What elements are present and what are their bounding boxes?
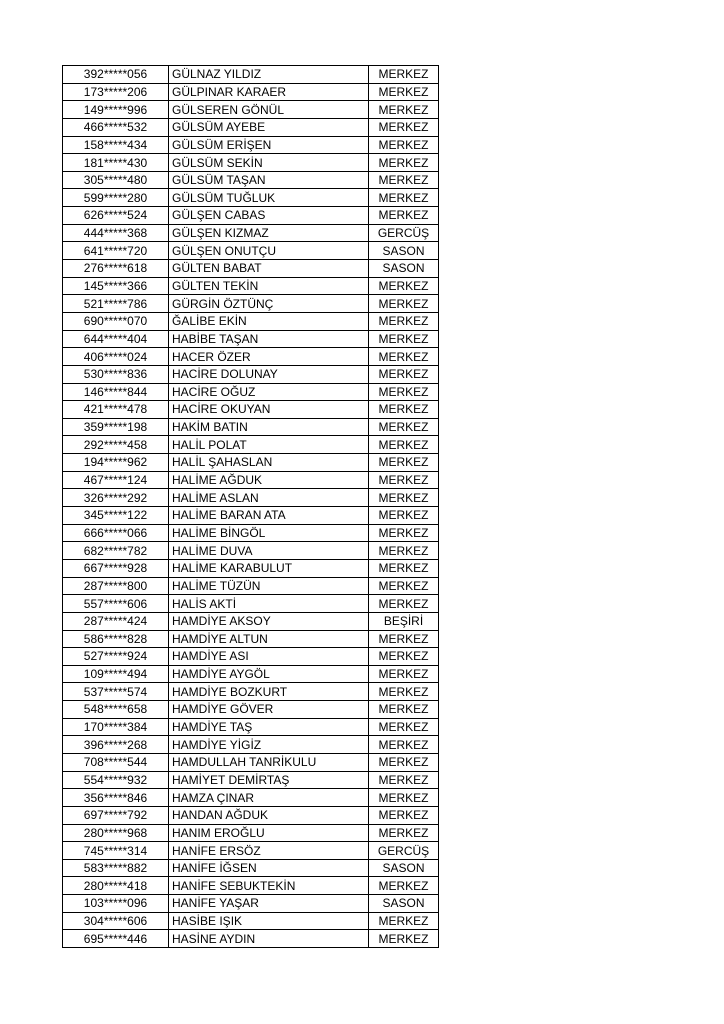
full-name-cell: GÜRGİN ÖZTÜNÇ [169,295,369,313]
masked-id-cell: 406*****024 [63,348,169,366]
table-row [63,507,439,525]
district-cell: MERKEZ [369,383,439,401]
district-cell: MERKEZ [369,136,439,154]
district-cell: MERKEZ [369,401,439,419]
district-cell: MERKEZ [369,701,439,719]
masked-id-cell: 697*****792 [63,806,169,824]
full-name-cell: HANIM EROĞLU [169,824,369,842]
table-row [63,912,439,930]
full-name-cell: GÜLNAZ YILDIZ [169,66,369,84]
full-name-cell: HAMDİYE BOZKURT [169,683,369,701]
district-cell: MERKEZ [369,630,439,648]
district-cell: SASON [369,260,439,278]
masked-id-cell: 527*****924 [63,648,169,666]
full-name-cell: HALİME AĞDUK [169,471,369,489]
full-name-cell: HALİME DUVA [169,542,369,560]
full-name-cell: GÜLTEN BABAT [169,260,369,278]
masked-id-cell: 745*****314 [63,842,169,860]
masked-id-cell: 280*****968 [63,824,169,842]
district-cell: GERCÜŞ [369,224,439,242]
table-row [63,683,439,701]
district-cell: MERKEZ [369,771,439,789]
table-row [63,436,439,454]
district-cell: SASON [369,242,439,260]
full-name-cell: ĞALİBE EKİN [169,312,369,330]
district-cell: MERKEZ [369,753,439,771]
district-cell: SASON [369,895,439,913]
table-row [63,895,439,913]
full-name-cell: GÜLSÜM AYEBE [169,118,369,136]
district-cell: MERKEZ [369,171,439,189]
district-cell: GERCÜŞ [369,842,439,860]
masked-id-cell: 280*****418 [63,877,169,895]
masked-id-cell: 146*****844 [63,383,169,401]
table-row [63,401,439,419]
full-name-cell: HAKİM BATIN [169,418,369,436]
full-name-cell: GÜLŞEN KIZMAZ [169,224,369,242]
masked-id-cell: 326*****292 [63,489,169,507]
masked-id-cell: 586*****828 [63,630,169,648]
district-cell: MERKEZ [369,559,439,577]
masked-id-cell: 396*****268 [63,736,169,754]
table-row [63,118,439,136]
district-cell: MERKEZ [369,930,439,948]
district-cell: SASON [369,859,439,877]
full-name-cell: HALİME KARABULUT [169,559,369,577]
table-row [63,630,439,648]
full-name-cell: GÜLŞEN ONUTÇU [169,242,369,260]
full-name-cell: HALİL ŞAHASLAN [169,454,369,472]
table-row [63,83,439,101]
masked-id-cell: 466*****532 [63,118,169,136]
district-cell: MERKEZ [369,436,439,454]
table-row [63,842,439,860]
district-cell: MERKEZ [369,489,439,507]
table-row [63,242,439,260]
district-cell: MERKEZ [369,101,439,119]
table-row [63,471,439,489]
masked-id-cell: 599*****280 [63,189,169,207]
table-row [63,454,439,472]
district-cell: MERKEZ [369,471,439,489]
table-row [63,718,439,736]
masked-id-cell: 292*****458 [63,436,169,454]
full-name-cell: GÜLSÜM SEKİN [169,154,369,172]
table-row [63,577,439,595]
masked-id-cell: 145*****366 [63,277,169,295]
district-cell: MERKEZ [369,524,439,542]
full-name-cell: HAMZA ÇINAR [169,789,369,807]
district-cell: MERKEZ [369,648,439,666]
masked-id-cell: 444*****368 [63,224,169,242]
masked-id-cell: 170*****384 [63,718,169,736]
full-name-cell: HANİFE ERSÖZ [169,842,369,860]
district-cell: MERKEZ [369,806,439,824]
full-name-cell: HAMDİYE AKSOY [169,612,369,630]
table-row [63,260,439,278]
district-cell: MERKEZ [369,877,439,895]
full-name-cell: HACİRE DOLUNAY [169,365,369,383]
masked-id-cell: 103*****096 [63,895,169,913]
masked-id-cell: 194*****962 [63,454,169,472]
table-row [63,859,439,877]
full-name-cell: HALİL POLAT [169,436,369,454]
district-cell: MERKEZ [369,312,439,330]
district-cell: MERKEZ [369,824,439,842]
full-name-cell: HAMİYET DEMİRTAŞ [169,771,369,789]
district-cell: MERKEZ [369,154,439,172]
full-name-cell: HALİME BİNGÖL [169,524,369,542]
full-name-cell: GÜLTEN TEKİN [169,277,369,295]
district-cell: MERKEZ [369,595,439,613]
table-row [63,489,439,507]
table-row [63,806,439,824]
full-name-cell: HABİBE TAŞAN [169,330,369,348]
masked-id-cell: 181*****430 [63,154,169,172]
full-name-cell: HALİME ASLAN [169,489,369,507]
full-name-cell: HANİFE YAŞAR [169,895,369,913]
district-cell: MERKEZ [369,736,439,754]
masked-id-cell: 173*****206 [63,83,169,101]
table-row [63,224,439,242]
masked-id-cell: 467*****124 [63,471,169,489]
masked-id-cell: 345*****122 [63,507,169,525]
full-name-cell: HAMDİYE ASI [169,648,369,666]
full-name-cell: HAMDİYE YİGİZ [169,736,369,754]
district-cell: MERKEZ [369,577,439,595]
table-row [63,612,439,630]
masked-id-cell: 392*****056 [63,66,169,84]
masked-id-cell: 557*****606 [63,595,169,613]
full-name-cell: HAMDİYE ALTUN [169,630,369,648]
masked-id-cell: 626*****524 [63,207,169,225]
table-row [63,154,439,172]
table-row [63,207,439,225]
roster-table [62,65,439,948]
table-row [63,595,439,613]
masked-id-cell: 537*****574 [63,683,169,701]
table-row [63,189,439,207]
district-cell: MERKEZ [369,118,439,136]
full-name-cell: HAMDİYE AYGÖL [169,665,369,683]
full-name-cell: GÜLSÜM TAŞAN [169,171,369,189]
table-row [63,753,439,771]
full-name-cell: HANİFE SEBUKTEKİN [169,877,369,895]
table-row [63,348,439,366]
district-cell: MERKEZ [369,330,439,348]
masked-id-cell: 356*****846 [63,789,169,807]
masked-id-cell: 359*****198 [63,418,169,436]
masked-id-cell: 666*****066 [63,524,169,542]
district-cell: MERKEZ [369,912,439,930]
full-name-cell: GÜLPINAR KARAER [169,83,369,101]
district-cell: MERKEZ [369,542,439,560]
table-row [63,101,439,119]
masked-id-cell: 287*****800 [63,577,169,595]
district-cell: MERKEZ [369,418,439,436]
masked-id-cell: 109*****494 [63,665,169,683]
table-row [63,171,439,189]
table-row [63,648,439,666]
masked-id-cell: 158*****434 [63,136,169,154]
full-name-cell: HACİRE OKUYAN [169,401,369,419]
district-cell: MERKEZ [369,718,439,736]
masked-id-cell: 583*****882 [63,859,169,877]
district-cell: MERKEZ [369,207,439,225]
table-row [63,930,439,948]
district-cell: MERKEZ [369,189,439,207]
full-name-cell: HAMDİYE GÖVER [169,701,369,719]
table-row [63,524,439,542]
full-name-cell: HAMDULLAH TANRİKULU [169,753,369,771]
full-name-cell: HANDAN AĞDUK [169,806,369,824]
district-cell: MERKEZ [369,348,439,366]
district-cell: MERKEZ [369,83,439,101]
table-row [63,701,439,719]
masked-id-cell: 667*****928 [63,559,169,577]
masked-id-cell: 554*****932 [63,771,169,789]
masked-id-cell: 690*****070 [63,312,169,330]
masked-id-cell: 287*****424 [63,612,169,630]
full-name-cell: HALİME BARAN ATA [169,507,369,525]
masked-id-cell: 276*****618 [63,260,169,278]
district-cell: BEŞİRİ [369,612,439,630]
district-cell: MERKEZ [369,683,439,701]
masked-id-cell: 644*****404 [63,330,169,348]
full-name-cell: HACİRE OĞUZ [169,383,369,401]
district-cell: MERKEZ [369,789,439,807]
district-cell: MERKEZ [369,665,439,683]
table-row [63,383,439,401]
full-name-cell: GÜLSÜM TUĞLUK [169,189,369,207]
full-name-cell: HANİFE İĞSEN [169,859,369,877]
table-row [63,330,439,348]
roster-table-body [63,66,439,948]
district-cell: MERKEZ [369,365,439,383]
table-row [63,771,439,789]
district-cell: MERKEZ [369,454,439,472]
masked-id-cell: 421*****478 [63,401,169,419]
masked-id-cell: 695*****446 [63,930,169,948]
table-row [63,136,439,154]
table-row [63,66,439,84]
full-name-cell: HASİNE AYDIN [169,930,369,948]
masked-id-cell: 708*****544 [63,753,169,771]
masked-id-cell: 641*****720 [63,242,169,260]
masked-id-cell: 304*****606 [63,912,169,930]
district-cell: MERKEZ [369,277,439,295]
full-name-cell: HACER ÖZER [169,348,369,366]
masked-id-cell: 548*****658 [63,701,169,719]
table-row [63,789,439,807]
full-name-cell: GÜLSEREN GÖNÜL [169,101,369,119]
full-name-cell: HALİS AKTİ [169,595,369,613]
table-row [63,277,439,295]
table-row [63,736,439,754]
district-cell: MERKEZ [369,66,439,84]
full-name-cell: GÜLSÜM ERİŞEN [169,136,369,154]
masked-id-cell: 530*****836 [63,365,169,383]
table-row [63,665,439,683]
masked-id-cell: 305*****480 [63,171,169,189]
table-row [63,418,439,436]
table-row [63,312,439,330]
full-name-cell: HAMDİYE TAŞ [169,718,369,736]
district-cell: MERKEZ [369,507,439,525]
full-name-cell: HASİBE IŞIK [169,912,369,930]
masked-id-cell: 149*****996 [63,101,169,119]
table-row [63,877,439,895]
masked-id-cell: 682*****782 [63,542,169,560]
table-row [63,824,439,842]
table-row [63,365,439,383]
district-cell: MERKEZ [369,295,439,313]
full-name-cell: GÜLŞEN CABAS [169,207,369,225]
table-row [63,295,439,313]
table-row [63,542,439,560]
masked-id-cell: 521*****786 [63,295,169,313]
full-name-cell: HALİME TÜZÜN [169,577,369,595]
table-row [63,559,439,577]
